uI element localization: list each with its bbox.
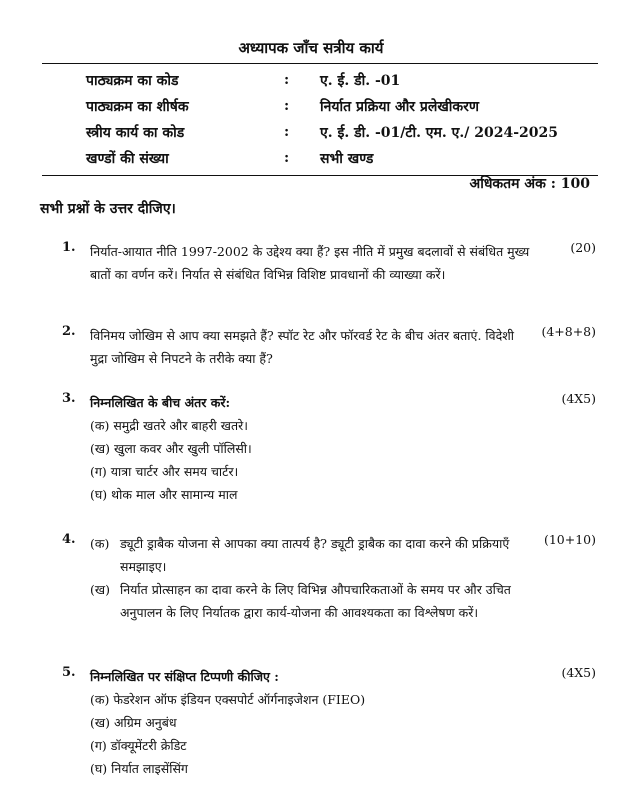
sub-item-text: फेडरेशन ऑफ इंडियन एक्सपोर्ट ऑर्गनाइजेशन (FIEO) — [113, 692, 366, 707]
course-code-row — [42, 67, 598, 93]
sub-item-label: (ख) — [90, 715, 110, 730]
sub-item — [90, 578, 530, 624]
sub-item-text: खुला कवर और खुली पॉलिसी। — [113, 441, 252, 456]
question-body — [90, 391, 530, 506]
course-title-label: पाठ्यक्रम का शीर्षक — [86, 98, 189, 115]
sub-item — [90, 734, 530, 757]
sub-item-text: निर्यात लाइसेंसिंग — [111, 761, 188, 776]
sub-item-text: थोक माल और सामान्य माल — [111, 487, 238, 502]
question-number: 2. — [62, 324, 76, 339]
assignment-code-row — [42, 119, 598, 145]
question-marks: (4X5) — [561, 665, 596, 680]
question-heading: निम्नलिखित पर संक्षिप्त टिप्पणी कीजिए : — [90, 669, 279, 684]
question-body — [90, 665, 530, 780]
question-body — [90, 532, 530, 624]
sub-item — [90, 437, 530, 460]
blocks-count-label: खण्डों की संख्या — [86, 150, 169, 167]
question-number: 5. — [62, 665, 76, 680]
assignment-code-value: ए. ई. डी. -01/टी. एम. ए./ 2024-2025 — [320, 124, 559, 141]
sub-item-label: (ख) — [90, 582, 110, 597]
sub-item — [90, 711, 530, 734]
maximum-marks: अधिकतम अंक : 100 — [469, 176, 590, 192]
colon: : — [284, 72, 290, 88]
sub-item-label: (घ) — [90, 487, 108, 502]
sub-item — [90, 532, 530, 578]
question-marks: (20) — [570, 240, 596, 255]
question-marks: (4+8+8) — [541, 324, 596, 339]
instructions: सभी प्रश्नों के उत्तर दीजिए। — [40, 201, 176, 217]
sub-item — [90, 460, 530, 483]
question-heading: निम्नलिखित के बीच अंतर करें: — [90, 395, 231, 410]
question-marks: (4X5) — [561, 391, 596, 406]
sub-item — [90, 757, 530, 780]
sub-item — [90, 483, 530, 506]
question-marks: (10+10) — [543, 532, 596, 547]
blocks-count-value: सभी खण्ड — [320, 150, 374, 167]
sub-item-text: निर्यात प्रोत्साहन का दावा करने के लिए विभिन्न औपचारिकताओं के समय पर और उचित अनुपालन के लिए निर्यातक द्वारा कार्य-योजना की आवश्यकता का विश्लेषण करें। — [120, 582, 511, 620]
sub-item — [90, 414, 530, 437]
colon: : — [284, 98, 290, 114]
sub-item-text: समुद्री खतरे और बाहरी खतरे। — [113, 418, 248, 433]
course-title-value: निर्यात प्रक्रिया और प्रलेखीकरण — [320, 98, 480, 115]
sub-item-label: (ख) — [90, 441, 110, 456]
assignment-code-label: स्त्रीय कार्य का कोड — [86, 124, 185, 141]
sub-item-label: (ग) — [90, 464, 107, 479]
course-code-label: पाठ्यक्रम का कोड — [86, 72, 179, 89]
sub-item-label: (ग) — [90, 738, 107, 753]
sub-item-label: (क) — [90, 692, 110, 707]
sub-item-text: अग्रिम अनुबंध — [113, 715, 177, 730]
sub-item-text: यात्रा चार्टर और समय चार्टर। — [110, 464, 239, 479]
colon: : — [284, 150, 290, 166]
document-title: अध्यापक जाँच सत्रीय कार्य — [238, 39, 384, 57]
sub-item — [90, 688, 530, 711]
course-code-value: ए. ई. डी. -01 — [320, 72, 401, 89]
course-info-table — [42, 63, 598, 176]
question-number: 4. — [62, 532, 76, 547]
question-text: निर्यात-आयात नीति 1997-2002 के उद्देश्य क्या हैं? इस नीति में प्रमुख बदलावों से संबंधित मुख्य बातों का वर्णन करें। निर्यात से संबंधित विभिन्न विशिष्ट प्रावधानों की व्याख्या करें। — [90, 244, 530, 282]
sub-item-label: (क) — [90, 536, 110, 551]
sub-item-text: डॉक्यूमेंटरी क्रेडिट — [110, 738, 187, 753]
sub-item-text: ड्यूटी ड्राबैक योजना से आपका क्या तात्पर्य है? ड्यूटी ड्राबैक का दावा करने की प्रक्रियाएँ समझाइए। — [120, 536, 510, 574]
colon: : — [284, 124, 290, 140]
question-number: 1. — [62, 240, 76, 255]
question-text: विनिमय जोखिम से आप क्या समझते हैं? स्पॉट रेट और फॉरवर्ड रेट के बीच अंतर बताएं. विदेशी मुद्रा जोखिम से निपटने के तरीके क्या हैं? — [90, 328, 514, 366]
course-title-row — [42, 93, 598, 119]
sub-item-label: (क) — [90, 418, 110, 433]
question-number: 3. — [62, 391, 76, 406]
sub-item-label: (घ) — [90, 761, 108, 776]
blocks-count-row — [42, 145, 598, 171]
